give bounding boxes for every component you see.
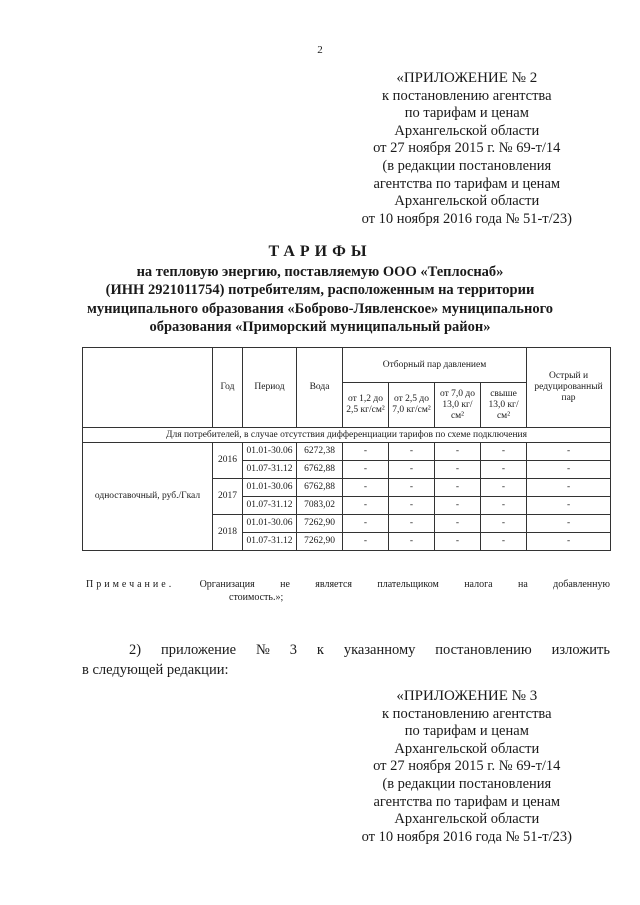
header-year: Год <box>213 348 243 428</box>
dash-cell: - <box>389 479 435 497</box>
para-word: указанному <box>343 642 416 658</box>
water-cell: 7262,90 <box>297 533 343 551</box>
appendix-line: «ПРИЛОЖЕНИЕ № 3 <box>396 688 538 704</box>
title-heading: ТАРИФЫ <box>268 243 372 260</box>
para-word: приложение <box>160 642 237 658</box>
dash-cell: - <box>527 479 611 497</box>
dash-cell: - <box>481 533 527 551</box>
appendix-line: по тарифам и ценам <box>404 723 529 740</box>
period-cell: 01.07-31.12 <box>243 533 297 551</box>
note-label: Примечание. <box>86 579 175 590</box>
dash-cell: - <box>343 479 389 497</box>
period-cell: 01.07-31.12 <box>243 461 297 479</box>
appendix-line: к постановлению агентства <box>382 87 552 104</box>
appendix-line: от 10 ноября 2016 года № 51-т/23) <box>361 828 572 845</box>
page-number: 2 <box>317 44 323 56</box>
dash-cell: - <box>343 461 389 479</box>
appendix-line: Архангельской области <box>394 193 540 210</box>
para-word: 2) <box>129 642 142 658</box>
appendix-line: Архангельской области <box>394 740 540 757</box>
dash-cell: - <box>481 461 527 479</box>
note-word: является <box>315 579 353 590</box>
dash-cell: - <box>389 461 435 479</box>
appendix-line: (в редакции постановления <box>382 157 552 174</box>
para-word: изложить <box>551 642 610 658</box>
header-steam-group: Отборный пар давлением <box>343 348 527 383</box>
title-line: муниципального образования «Боброво-Лявленское» муниципального <box>86 300 554 317</box>
header-sharp-steam: Острый и редуцированный пар <box>527 348 611 428</box>
dash-cell: - <box>389 497 435 515</box>
header-steam-1: от 1,2 до 2,5 кг/см² <box>343 383 389 428</box>
dash-cell: - <box>527 515 611 533</box>
appendix-line: (в редакции постановления <box>382 775 552 792</box>
note-word: Организация <box>199 579 255 590</box>
note-word: плательщиком <box>377 579 439 590</box>
amendment-paragraph <box>82 640 610 680</box>
dash-cell: - <box>481 443 527 461</box>
note-word: не <box>280 579 290 590</box>
para-line-2: в следующей редакции: <box>82 662 229 678</box>
header-steam-2: от 2,5 до 7,0 кг/см² <box>389 383 435 428</box>
para-word: постановлению <box>435 642 532 658</box>
dash-cell: - <box>389 515 435 533</box>
appendix-line: к постановлению агентства <box>382 705 552 722</box>
dash-cell: - <box>343 515 389 533</box>
appendix-line: Архангельской области <box>394 122 540 139</box>
water-cell: 7262,90 <box>297 515 343 533</box>
note-word: на <box>518 579 528 590</box>
appendix-line: от 27 ноября 2015 г. № 69-т/14 <box>373 140 561 157</box>
dash-cell: - <box>527 533 611 551</box>
dash-cell: - <box>527 443 611 461</box>
appendix-line: от 27 ноября 2015 г. № 69-т/14 <box>373 758 561 775</box>
para-word: к <box>316 642 324 658</box>
document-title <box>0 243 640 337</box>
appendix-2-header <box>362 70 572 228</box>
dash-cell: - <box>343 443 389 461</box>
dash-cell: - <box>343 497 389 515</box>
dash-cell: - <box>481 479 527 497</box>
dash-cell: - <box>435 515 481 533</box>
dash-cell: - <box>389 533 435 551</box>
header-steam-3: от 7,0 до 13,0 кг/см² <box>435 383 481 428</box>
note <box>86 578 610 604</box>
period-cell: 01.01-30.06 <box>243 479 297 497</box>
row-label: одноставочный, руб./Гкал <box>83 443 213 551</box>
dash-cell: - <box>527 461 611 479</box>
year-cell: 2018 <box>213 515 243 551</box>
appendix-line: «ПРИЛОЖЕНИЕ № 2 <box>396 70 538 86</box>
year-cell: 2016 <box>213 443 243 479</box>
note-line-2: стоимость.»; <box>229 592 284 603</box>
note-word: добавленную <box>553 579 610 590</box>
dash-cell: - <box>481 497 527 515</box>
para-word: № <box>256 642 270 658</box>
dash-cell: - <box>343 533 389 551</box>
dash-cell: - <box>435 479 481 497</box>
water-cell: 7083,02 <box>297 497 343 515</box>
period-cell: 01.01-30.06 <box>243 515 297 533</box>
dash-cell: - <box>435 443 481 461</box>
table-row <box>83 443 611 461</box>
appendix-line: агентства по тарифам и ценам <box>373 175 561 192</box>
appendix-line: Архангельской области <box>394 811 540 828</box>
dash-cell: - <box>435 497 481 515</box>
appendix-3-header <box>362 688 572 846</box>
title-line: образования «Приморский муниципальный район» <box>149 319 491 335</box>
water-cell: 6762,88 <box>297 461 343 479</box>
dash-cell: - <box>481 515 527 533</box>
header-period: Период <box>243 348 297 428</box>
water-cell: 6762,88 <box>297 479 343 497</box>
consumer-group-row: Для потребителей, в случае отсутствия дифференциации тарифов по схеме подключения <box>83 428 611 443</box>
note-word: налога <box>464 579 493 590</box>
appendix-line: от 10 ноября 2016 года № 51-т/23) <box>361 210 572 227</box>
title-line: (ИНН 2921011754) потребителям, расположенным на территории <box>105 282 535 298</box>
header-water: Вода <box>297 348 343 428</box>
year-cell: 2017 <box>213 479 243 515</box>
dash-cell: - <box>435 533 481 551</box>
period-cell: 01.07-31.12 <box>243 497 297 515</box>
period-cell: 01.01-30.06 <box>243 443 297 461</box>
dash-cell: - <box>527 497 611 515</box>
tariffs-table <box>82 347 611 551</box>
dash-cell: - <box>389 443 435 461</box>
header-steam-4: свыше 13,0 кг/см² <box>481 383 527 428</box>
title-line: на тепловую энергию, поставляемую ООО «Теплоснаб» <box>136 263 504 280</box>
appendix-line: по тарифам и ценам <box>404 105 529 122</box>
header-empty <box>83 348 213 428</box>
dash-cell: - <box>435 461 481 479</box>
appendix-line: агентства по тарифам и ценам <box>373 793 561 810</box>
para-word: 3 <box>289 642 297 658</box>
water-cell: 6272,38 <box>297 443 343 461</box>
